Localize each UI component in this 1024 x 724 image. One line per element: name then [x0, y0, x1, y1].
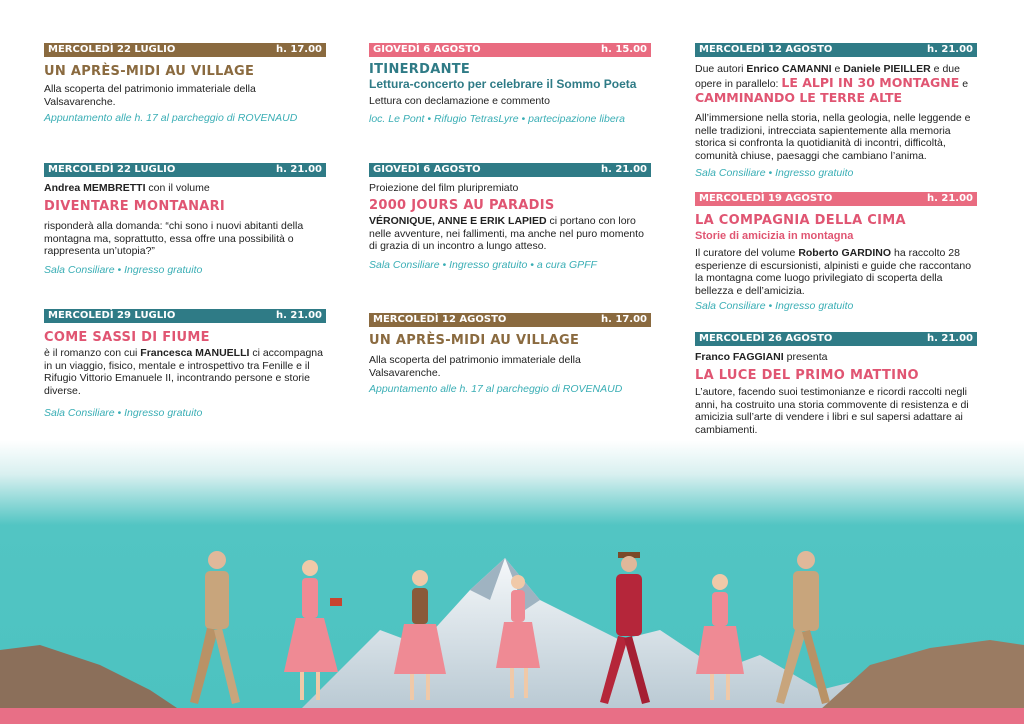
- pink-ground: [0, 708, 1024, 724]
- event-location: Appuntamento alle h. 17 al parcheggio di ROVENAUD: [369, 383, 623, 395]
- event-title: ITINERDANTE: [369, 62, 471, 77]
- event-location: loc. Le Pont • Rifugio TetrasLyre • partecipazione libera: [369, 112, 625, 125]
- desc-text: Il curatore del volume: [695, 247, 799, 259]
- lead-text: Due autori: [695, 63, 747, 75]
- event-title: UN APRÈS-MIDI AU VILLAGE: [44, 64, 255, 79]
- event-description: [695, 247, 977, 297]
- event-description: Alla scoperta del patrimonio immateriale della Valsavarenche.: [44, 83, 256, 108]
- author-name: Daniele PIEILLER: [843, 63, 931, 75]
- event-location: Sala Consiliare • Ingresso gratuito: [44, 263, 203, 276]
- desc-text: ci accompagna in un viaggio, fisico, mentale e introspettivo tra Fenille e il Rifugio Vittorio Emanuele II, incontrando persone e storie diverse.: [44, 347, 323, 397]
- event-description: L’autore, facendo suoi testimonianze e ricordi raccolti negli anni, ha costruito una storia commovente di resistenza e di amicizia sull’arte di vendere i libri e sul sapersi adattare ai cambiamenti.: [695, 386, 969, 436]
- lead-text: e: [959, 78, 969, 90]
- event-date: MERCOLEDÌ 22 LUGLIO: [48, 164, 176, 175]
- event-1-header: [44, 43, 326, 57]
- event-title: CAMMINANDO LE TERRE ALTE: [695, 90, 903, 105]
- event-date: GIOVEDÌ 6 AGOSTO: [373, 44, 481, 55]
- event-time: h. 17.00: [275, 44, 322, 55]
- event-time: h. 17.00: [600, 314, 647, 325]
- event-lead: Proiezione del film pluripremiato: [369, 182, 519, 194]
- author-name: VÉRONIQUE, ANNE E ERIK LAPIED: [369, 215, 547, 227]
- event-6-header: [369, 313, 651, 327]
- event-7-header: [695, 43, 977, 57]
- event-2-header: [44, 163, 326, 177]
- event-title: LA COMPAGNIA DELLA CIMA: [695, 213, 906, 228]
- author-name: Franco FAGGIANI: [695, 351, 784, 363]
- event-time: h. 21.00: [275, 310, 322, 321]
- event-date: MERCOLEDÌ 12 AGOSTO: [373, 314, 507, 325]
- event-date: MERCOLEDÌ 26 AGOSTO: [699, 333, 833, 344]
- event-7: [695, 43, 977, 179]
- event-title: DIVENTARE MONTANARI: [44, 199, 226, 214]
- event-1: [44, 43, 326, 124]
- author-name: Francesca MANUELLI: [140, 347, 250, 359]
- event-9: [695, 332, 977, 452]
- event-location: Sala Consiliare • Ingresso gratuito: [695, 300, 854, 312]
- event-4-header: [369, 43, 651, 57]
- event-description: All’immersione nella storia, nella geologia, nelle leggende e nelle tradizioni, intrecciata sapientemente alla memoria storica si confronta la quotidianità di incontri, difficoltà, comunità chiuse, paesaggi che cambiano l’anima.: [695, 112, 971, 162]
- event-9-header: [695, 332, 977, 346]
- event-time: h. 21.00: [600, 164, 647, 175]
- event-date: MERCOLEDÌ 19 AGOSTO: [699, 193, 833, 204]
- event-description: Alla scoperta del patrimonio immateriale della Valsavarenche.: [369, 354, 581, 379]
- event-location: Sala Consiliare • Ingresso gratuito: [44, 407, 203, 419]
- event-6: [369, 313, 651, 395]
- event-lead: [695, 62, 977, 106]
- lead-text: e: [831, 63, 844, 75]
- event-5-header: [369, 163, 651, 177]
- event-time: h. 21.00: [926, 44, 973, 55]
- event-title: LE ALPI IN 30 MONTAGNE: [781, 75, 960, 90]
- event-title: UN APRÈS-MIDI AU VILLAGE: [369, 333, 580, 348]
- event-description: [44, 347, 326, 397]
- event-date: GIOVEDÌ 6 AGOSTO: [373, 164, 481, 175]
- lead-text: e due opere in parallelo:: [695, 63, 960, 90]
- event-lead: [44, 182, 326, 194]
- event-5: [369, 163, 651, 271]
- event-4: [369, 43, 651, 125]
- event-3: [44, 309, 326, 419]
- event-description: Lettura con declamazione e commento: [369, 95, 550, 107]
- event-8: [695, 192, 977, 312]
- lead-text: con il volume: [145, 182, 210, 194]
- event-date: MERCOLEDÌ 12 AGOSTO: [699, 44, 833, 55]
- desc-text: è il romanzo con cui: [44, 347, 141, 359]
- event-time: h. 21.00: [275, 164, 322, 175]
- event-title: LA LUCE DEL PRIMO MATTINO: [695, 368, 919, 383]
- lead-text: presenta: [783, 351, 828, 363]
- event-8-header: [695, 192, 977, 206]
- illustration-mountain-walkers: [0, 440, 1024, 724]
- event-description: [369, 215, 651, 253]
- event-time: h. 15.00: [600, 44, 647, 55]
- event-location: Sala Consiliare • Ingresso gratuito • a cura GPFF: [369, 258, 597, 271]
- author-name: Roberto GARDINO: [798, 247, 892, 259]
- event-location: Appuntamento alle h. 17 al parcheggio di ROVENAUD: [44, 112, 298, 124]
- event-title: COME SASSI DI FIUME: [44, 330, 210, 345]
- event-subtitle: Lettura-concerto per celebrare il Sommo Poeta: [369, 77, 637, 91]
- author-name: Enrico CAMANNI: [746, 63, 832, 75]
- event-lead: [695, 351, 977, 363]
- event-3-header: [44, 309, 326, 323]
- event-description: risponderà alla domanda: “chi sono i nuovi abitanti della montagna ma, soprattutto, essa offre una possibilità o rappresenta un’utopia?”: [44, 220, 304, 257]
- event-time: h. 21.00: [926, 333, 973, 344]
- desc-text: ha raccolto 28 esperienze di escursionisti, alpinisti e guide che raccontano la montagna come luogo privilegiato di scoperta della bellezza e dell’amicizia.: [695, 247, 972, 297]
- event-title: 2000 JOURS AU PARADIS: [369, 198, 555, 213]
- event-location: Sala Consiliare • Ingresso gratuito: [695, 167, 854, 179]
- event-date: MERCOLEDÌ 22 LUGLIO: [48, 44, 176, 55]
- event-time: h. 21.00: [926, 193, 973, 204]
- event-date: MERCOLEDÌ 29 LUGLIO: [48, 310, 176, 321]
- event-subtitle: Storie di amicizia in montagna: [695, 230, 854, 242]
- event-2: [44, 163, 326, 276]
- desc-text: ci portano con loro nelle avventure, nei fallimenti, ma anche nel puro momento di grazia di un incontro a lungo atteso.: [369, 215, 644, 252]
- author-name: Andrea MEMBRETTI: [44, 182, 146, 194]
